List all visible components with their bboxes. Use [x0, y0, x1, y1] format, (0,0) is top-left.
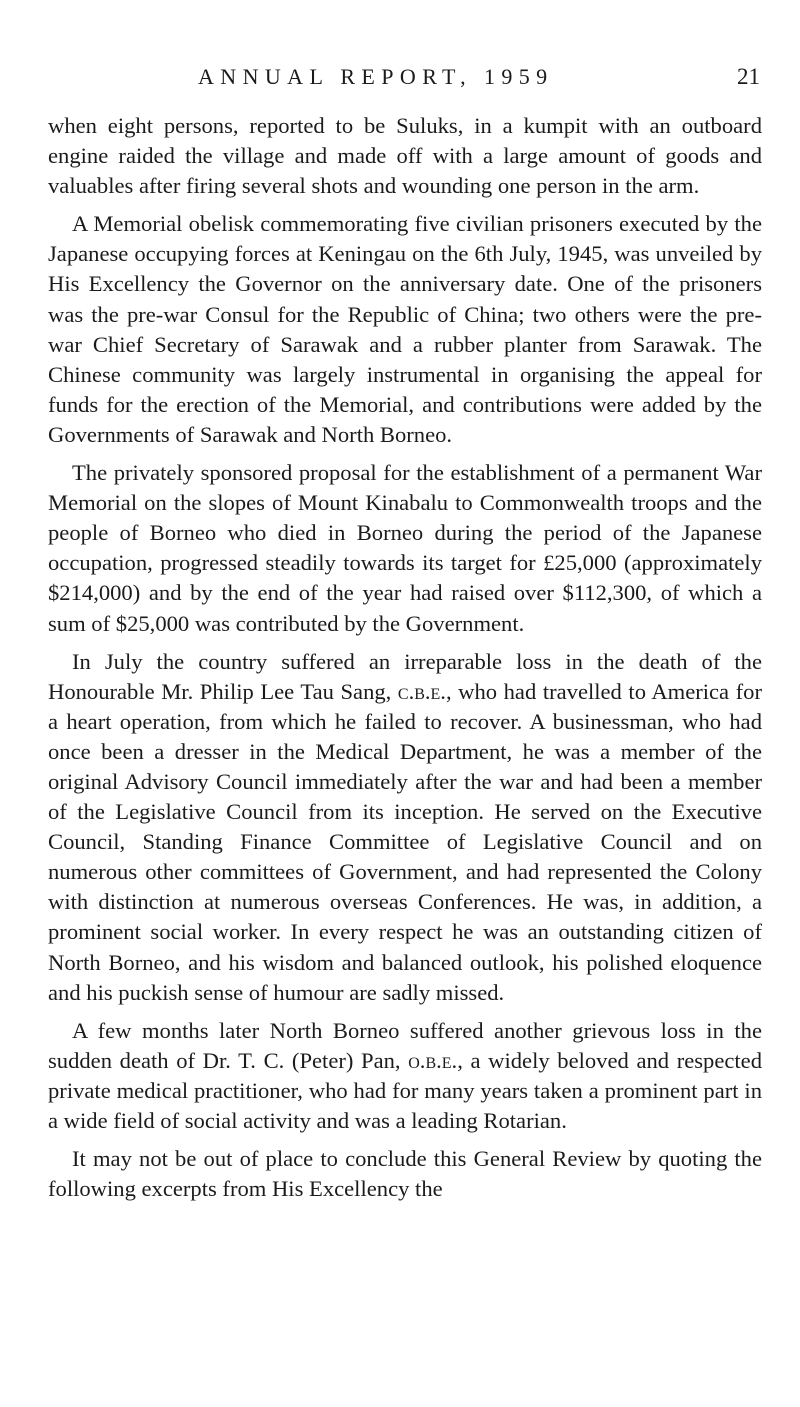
paragraph-suluk-raid: when eight persons, reported to be Suluks, in a kumpit with an outboard engine raided the village and made off with a large amount of goods and valuables after firing several shots and wounding one person in the arm.	[48, 113, 762, 199]
page-number: 21	[737, 64, 760, 89]
honour-abbreviation: c.b.e.	[397, 678, 446, 704]
paragraph-kinabalu-war-memorial: The privately sponsored proposal for the establishment of a permanent War Memorial on the slopes of Mount Kinabalu to Commonwealth troops and the people of Borneo who died in Borneo during the period of the Japanese occupation, progressed steadily towards its target for £25,000 (approximately $214,000) and by the end of the year had raised over $112,300, of which a sum of $25,000 was contributed by the Government.	[48, 460, 762, 636]
honour-abbreviation: o.b.e.	[408, 1047, 458, 1073]
running-header-title: ANNUAL REPORT, 1959	[198, 64, 554, 89]
paragraph-text: , who had travelled to America for a heart operation, from which he failed to recover. A businessman, who had once been a dresser in the Medical Department, he was a member of the original Advisory Council immediately after the war and had been a member of the Legislative Council from its inception. He served on the Executive Council, Standing Finance Committee of Legislative Council and on numerous other committees of Government, and had represented the Colony with distinction at numerous overseas Conferences. He was, in addition, a prominent social worker. In every respect he was an outstanding citizen of North Borneo, and his wisdom and balanced outlook, his polished eloquence and his puckish sense of humour are sadly missed.	[48, 678, 762, 1005]
paragraph-text: In July the country suffered an irreparable loss in the death of the Honourable Mr. Philip Lee Tau Sang,	[48, 648, 762, 704]
paragraph-text: A few months later North Borneo suffered another grievous loss in the sudden death of Dr. T. C. (Peter) Pan,	[48, 1017, 762, 1073]
paragraph-text: , a widely beloved and respected private medical practitioner, who had for many years taken a prominent part in a wide field of social activity and was a leading Rotarian.	[48, 1047, 763, 1133]
body-text	[48, 111, 762, 1212]
paragraph-philip-lee-tribute	[48, 647, 762, 1008]
paragraph-keningau-memorial: A Memorial obelisk commemorating five civilian prisoners executed by the Japanese occupying forces at Keningau on the 6th July, 1945, was unveiled by His Excellency the Governor on the anniversary date. One of the prisoners was the pre-war Consul for the Republic of China; two others were the pre-war Chief Secretary of Sarawak and a rubber planter from Sarawak. The Chinese community was largely instrumental in organising the appeal for funds for the erection of the Memorial, and contributions were added by the Governments of Sarawak and North Borneo.	[48, 211, 762, 447]
paragraph-conclusion: It may not be out of place to conclude this General Review by quoting the following excerpts from His Excellency the	[48, 1146, 762, 1202]
paragraph-dr-pan-tribute	[48, 1016, 762, 1136]
running-header	[48, 0, 760, 89]
